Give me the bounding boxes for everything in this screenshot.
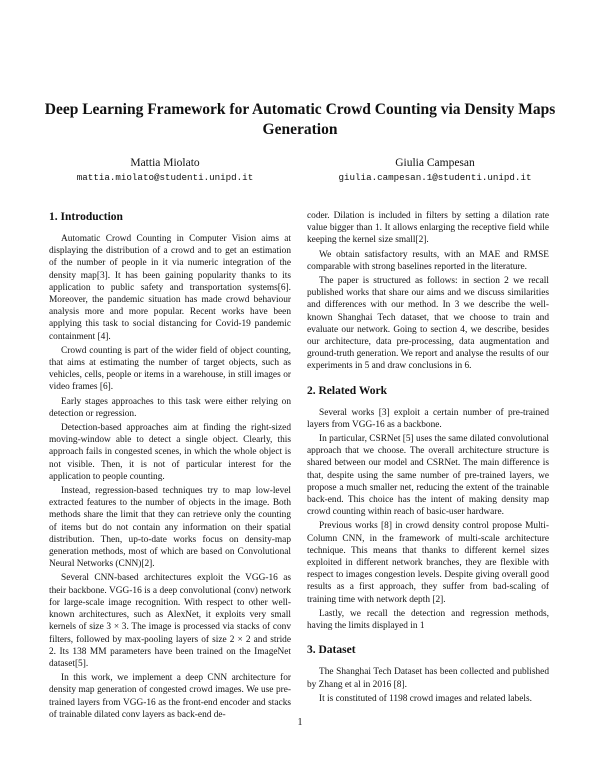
section-heading-introduction: 1. Introduction <box>49 211 123 223</box>
paragraph: In this work, we implement a deep CNN architecture for density map generation of congested crowd images. We use pre-trained layers from VGG-16 as the front-end encoder and stacks of trainable dilated conv layers as back-end de- <box>49 673 291 720</box>
right-column <box>307 210 549 707</box>
paragraph: Lastly, we recall the detection and regression methods, having the limits displayed in 1 <box>307 608 549 632</box>
page-number: 1 <box>297 717 303 728</box>
paragraph: Several CNN-based architectures exploit the VGG-16 as their backbone. VGG-16 is a deep convolutional (conv) network for large-scale image recognition. With respect to other well-known architectures, such as AlexNet, it exploits very small kernels of size 3 × 3. The image is processed via stacks of conv filters, followed by max-pooling layers of size 2 × 2 and stride 2. Its 138 MM parameters have been trained on the ImageNet dataset[5]. <box>49 573 291 669</box>
author-block <box>35 156 295 185</box>
author-email: mattia.miolato@studenti.unipd.it <box>76 172 254 183</box>
section-heading-related-work: 2. Related Work <box>307 384 387 397</box>
author-name: Giulia Campesan <box>395 157 475 169</box>
paragraph: In particular, CSRNet [5] uses the same dilated convolutional approach that we choose. The overall architecture structure is shared between our model and CSRNet. The main difference is that, despite using the same number of pre-trained layers, we propose a much smaller net, reducing the extent of the trainable back-end. This choice has the intent of making density map crowd counting within reach of basic-user hardware. <box>307 434 549 518</box>
paragraph: Detection-based approaches aim at finding the right-sized moving-window able to detect a single object. Clearly, this approach fails in congested scenes, in which the whole object is not visible. Then, it is not of particular interest for the application to people counting. <box>49 423 291 482</box>
author-block <box>305 156 565 185</box>
author-name: Mattia Miolato <box>130 157 200 169</box>
paragraph: The paper is structured as follows: in section 2 we recall published works that share our aims and we discuss similarities and differences with our method. In 3 we describe the well-known Shanghai Tech dataset, that we choose to train and evaluate our network. Going to section 4, we describe, besides our architecture, data pre-processing, data augmentation and ground-truth generation. We report and analyse the results of our experiments in 5 and draw conclusions in 6. <box>307 276 549 372</box>
paragraph: The Shanghai Tech Dataset has been collected and published by Zhang et al in 2016 [8]. <box>307 667 549 690</box>
paragraph: Previous works [8] in crowd density control propose Multi-Column CNN, in the framework of multi-scale architecture technique. This means that thanks to different kernel sizes exploited in different network branches, they are flexible with respect to images congestion levels. Despite giving overall good results as a first approach, they suffer from bad-scaling of training time with network depth [2]. <box>307 521 549 605</box>
paragraph: coder. Dilation is included in filters by setting a dilation rate value bigger than 1. It allows enlarging the receptive field while keeping the kernel size small[2]. <box>307 211 549 246</box>
paragraph: Instead, regression-based techniques try to map low-level extracted features to the number of objects in the image. Both methods share the limit that they can retrieve only the counting of items but do not contain any information on their spatial distribution. Then, up-to-date works focus on density-map generation methods, most of which are based on Convolutional Neural Networks (CNN)[2]. <box>49 486 291 570</box>
paragraph: Crowd counting is part of the wider field of object counting, that aims at estimating the number of target objects, such as vehicles, cells, people or items in a warehouse, in still images or video frames [6]. <box>49 345 291 393</box>
left-column <box>49 210 291 723</box>
paragraph: It is constituted of 1198 crowd images and related labels. <box>319 693 532 704</box>
paragraph: Early stages approaches to this task were either relying on detection or regression. <box>49 396 291 419</box>
paragraph: We obtain satisfactory results, with an MAE and RMSE comparable with strong baselines reported in the literature. <box>307 249 549 272</box>
section-heading-dataset: 3. Dataset <box>307 644 356 657</box>
paper-title: Deep Learning Framework for Automatic Crowd Counting via Density Maps Generation <box>44 101 556 138</box>
paragraph: Automatic Crowd Counting in Computer Vision aims at displaying the distribution of a crowd and to get an estimation of the number of people in it via numeric integration of the density map[3]. It has been gaining popularity thanks to its application to public safety and transportation systems[6]. Moreover, the pandemic situation has made crowd behaviour analysis more and more popular. Recent works have been applying this task to social distancing for Covid-19 pandemic containment [4]. <box>49 234 291 342</box>
author-email: giulia.campesan.1@studenti.unipd.it <box>338 172 532 183</box>
paragraph: Several works [3] exploit a certain number of pre-trained layers from VGG-16 as a backbone. <box>307 407 549 430</box>
